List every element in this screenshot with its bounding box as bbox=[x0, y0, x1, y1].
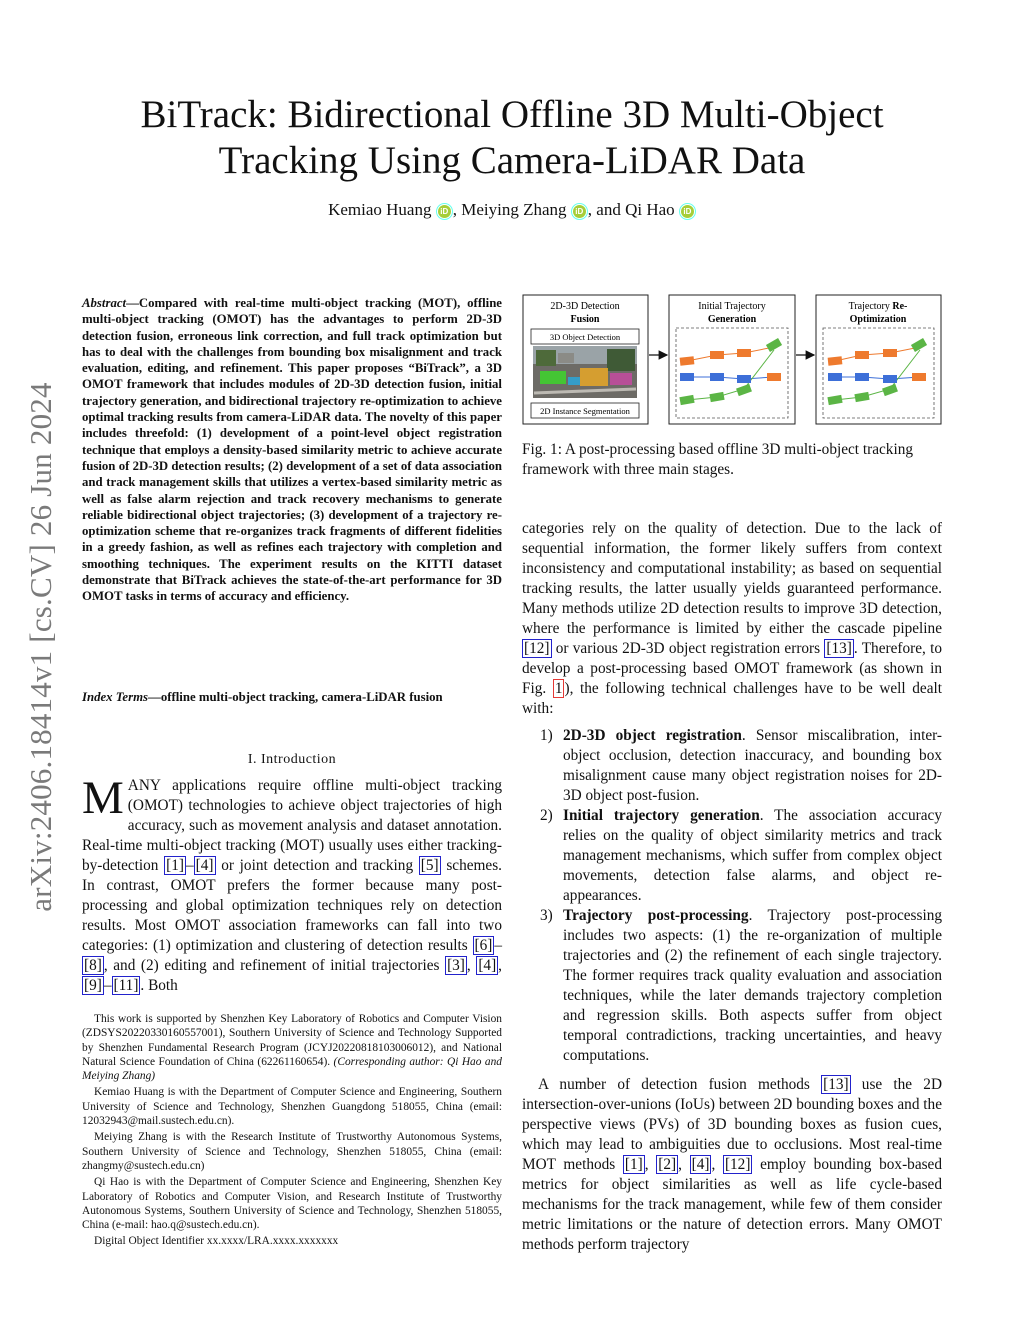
index-terms-text: —offline multi-object tracking, camera-LiDAR fusion bbox=[148, 690, 443, 704]
module-label: 3D Object Detection bbox=[549, 332, 621, 342]
list-item: 2) Initial trajectory generation. The association accuracy relies on the quality of object similarity metrics and track management mechanisms, which suffer from complex object movements, detection false alarms, and object re-appearances. bbox=[540, 807, 942, 904]
challenge-list bbox=[522, 726, 942, 1066]
arxiv-sidebar-id: arXiv:2406.18414v1 [cs.CV] 26 Jun 2024 bbox=[23, 382, 58, 912]
stage-subtitle: Optimization bbox=[849, 314, 907, 325]
orcid-icon[interactable]: iD bbox=[681, 205, 694, 218]
footnotes bbox=[82, 1012, 502, 1251]
citation-link[interactable]: [13] bbox=[823, 1076, 849, 1093]
right-column-text bbox=[522, 519, 942, 1255]
citation-link[interactable]: [5] bbox=[420, 857, 439, 874]
citation-link[interactable]: [12] bbox=[524, 640, 550, 657]
figure-1-pipeline-diagram bbox=[522, 293, 942, 433]
citation-link[interactable]: [12] bbox=[724, 1156, 751, 1173]
author-name: Kemiao Huang bbox=[328, 200, 432, 219]
list-item: 3) Trajectory post-processing. Trajectory post-processing includes two aspects: (1) the re-organization of multiple trajectories and (2) the refinement of each single trajectory. The former requires track quality evaluation and association techniques, while the later demands trajectory completion and regression skills. Both aspects suffer from object temporal contradictions, tracking uncertainties, and heavy computations. bbox=[540, 907, 943, 1064]
drop-cap: M bbox=[82, 772, 124, 824]
stage-title: Initial Trajectory bbox=[698, 301, 766, 312]
citation-link[interactable]: [6] bbox=[474, 937, 493, 954]
citation-link[interactable]: [4] bbox=[195, 857, 214, 874]
abstract bbox=[82, 295, 502, 605]
citation-link[interactable]: [11] bbox=[113, 977, 139, 994]
lidar-camera-scene-image bbox=[533, 346, 637, 398]
citation-link[interactable]: [1] bbox=[624, 1156, 643, 1173]
index-terms-label: Index Terms bbox=[82, 690, 149, 704]
footnote-author: Qi Hao is with the Department of Computer Science and Engineering, Shenzhen Key Laboratory of Robotics and Computer Vision, and Research Institute of Trustworthy Autonomous Systems, Southern University of Science and Technology, Shenzhen 518055, China (e-mail: hao.q@sustech.edu.cn). bbox=[82, 1176, 502, 1232]
trajectory-fragments bbox=[679, 338, 782, 405]
body-paragraph: categories rely on the quality of detection. Due to the lack of sequential information, the former likely suffers from context inconsistency and computational instability; as based on sequential tracking results, the latter usually yields guaranteed performance. Many methods utilize 2D detection results to improve 3D detection, where the performance is limited by either the cascade pipeline [12] or various 2D-3D object registration errors [13] . Therefore, to develop a post-processing based OMOT framework (as shown in Fig. 1 ), the following technical challenges have to be well dealt with: bbox=[522, 520, 942, 717]
citation-link[interactable]: [2] bbox=[658, 1156, 677, 1173]
footnote-author: Meiying Zhang is with the Research Institute of Trustworthy Autonomous Systems, Southern University of Science and Technology, Shenzhen 518055, China (email: zhangmy@sustech.edu.cn) bbox=[82, 1131, 502, 1172]
citation-link[interactable]: [1] bbox=[166, 857, 185, 874]
citation-link[interactable]: [9] bbox=[84, 977, 102, 994]
figure-link[interactable]: 1 bbox=[554, 680, 563, 697]
introduction-paragraph: M ANY applications require offline multi-object tracking (OMOT) technologies to achieve object trajectories of high accuracy, such as movement analysis and dataset annotation. Real-time multi-object tracking (MOT) usually uses either tracking-by-detection [1] – [4] or joint detection and tracking [5] schemes. In contrast, OMOT prefers the former because many post-processing and global optimization techniques rely on detection results. Most OMOT association frameworks can fall into two categories: (1) optimization and clustering of detection results [6] –[8] , and (2) editing and refinement of initial trajectories [3] , [4] , [9] – [11] . Both bbox=[82, 772, 502, 994]
stage-title: 2D-3D Detection bbox=[550, 301, 620, 312]
footnote-author: Kemiao Huang is with the Department of Computer Science and Engineering, Southern University of Science and Technology, Shenzhen Guangdong 518055, China (email: 12032943@mail.sustech.edu.cn). bbox=[82, 1086, 502, 1128]
index-terms bbox=[82, 689, 502, 705]
citation-link[interactable]: [4] bbox=[478, 957, 497, 974]
paper-title: BiTrack: Bidirectional Offline 3D Multi-Object Tracking Using Camera-LiDAR Data bbox=[140, 93, 884, 182]
citation-link[interactable]: [4] bbox=[691, 1156, 710, 1173]
citation-link[interactable]: [8] bbox=[84, 957, 102, 974]
orcid-icon[interactable]: iD bbox=[438, 205, 451, 218]
citation-link[interactable]: [3] bbox=[447, 957, 465, 974]
figure-caption: Fig. 1: A post-processing based offline 3D multi-object tracking framework with three main stages. bbox=[522, 441, 914, 478]
citation-link[interactable]: [13] bbox=[826, 640, 852, 657]
author-name: and Qi Hao bbox=[596, 200, 675, 219]
author-list: Kemiao Huang iD , Meiying Zhang iD , and Qi Hao iD bbox=[82, 200, 942, 220]
orcid-icon[interactable]: iD bbox=[573, 205, 586, 218]
module-label: 2D Instance Segmentation bbox=[540, 406, 630, 416]
stage-subtitle: Generation bbox=[707, 314, 757, 325]
footnote-funding: This work is supported by Shenzhen Key Laboratory of Robotics and Computer Vision (ZDSYS20220330160557001), Southern University of Science and Technology Supported by Shenzhen Fundamental Research Program (JCYJ20220818103006012), and National Natural Science Foundation of China (62261160654). (Corresponding author: Qi Hao and Meiying Zhang) bbox=[82, 1013, 502, 1083]
footnote-doi: Digital Object Identifier xx.xxxx/LRA.xxxx.xxxxxxx bbox=[94, 1235, 339, 1248]
abstract-text: —Compared with real-time multi-object tracking (MOT), offline multi-object tracking (OMOT) has the advantages to perform 2D-3D detection fusion, erroneous link correction, and full track optimization but has to deal with the challenges from bounding box misalignment and track evaluation, editing, and refinement. This paper proposes “BiTrack”, a 3D OMOT framework that includes modules of 2D-3D detection fusion, initial trajectory generation, and bidirectional trajectory re-optimization to achieve optimal tracking results from camera-LiDAR data. The novelty of this paper includes threefold: (1) development of a point-level object registration technique that employs a density-based similarity metric to achieve accurate fusion of 2D-3D detection results; (2) development of a set of data association and track management skills that utilizes a vertex-based similarity metric as well as false alarm rejection and track recovery mechanisms to generate reliable bidirectional object trajectories; (3) development of a trajectory re-optimization scheme that re-organizes track fragments of different fidelities in a greedy fashion, as well as refines each trajectory with completion and smoothing techniques. The experiment results on the KITTI dataset demonstrate that BiTrack achieves the state-of-the-art performance for 3D OMOT tasks in terms of accuracy and efficiency. bbox=[82, 296, 502, 604]
section-heading: I. Introduction bbox=[247, 752, 337, 767]
body-paragraph: A number of detection fusion methods [13] use the 2D intersection-over-unions (IoUs) between 2D bounding boxes and the perspective views (PVs) of 3D bounding boxes as fusion cues, which may lead to ambiguities due to occlusions. Most real-time MOT methods [1] , [2] , [4] , [12] employ bounding box-based metrics for object similarities as well as life cycle-based mechanisms for the track management, while few of them consider metric limitations or the nature of detection errors. Many OMOT methods perform trajectory bbox=[522, 1076, 943, 1253]
stage-title: Trajectory Re- bbox=[848, 301, 908, 312]
list-item: 1) 2D-3D object registration. Sensor miscalibration, inter-object occlusion, detection inaccuracy, and bounding box misalignment cause many object registration noises for 2D-3D object post-fusion. bbox=[540, 727, 942, 804]
author-name: Meiying Zhang bbox=[461, 200, 567, 219]
abstract-label: Abstract bbox=[82, 296, 127, 310]
stage-subtitle: Fusion bbox=[570, 314, 600, 325]
optimized-trajectories bbox=[827, 338, 927, 405]
